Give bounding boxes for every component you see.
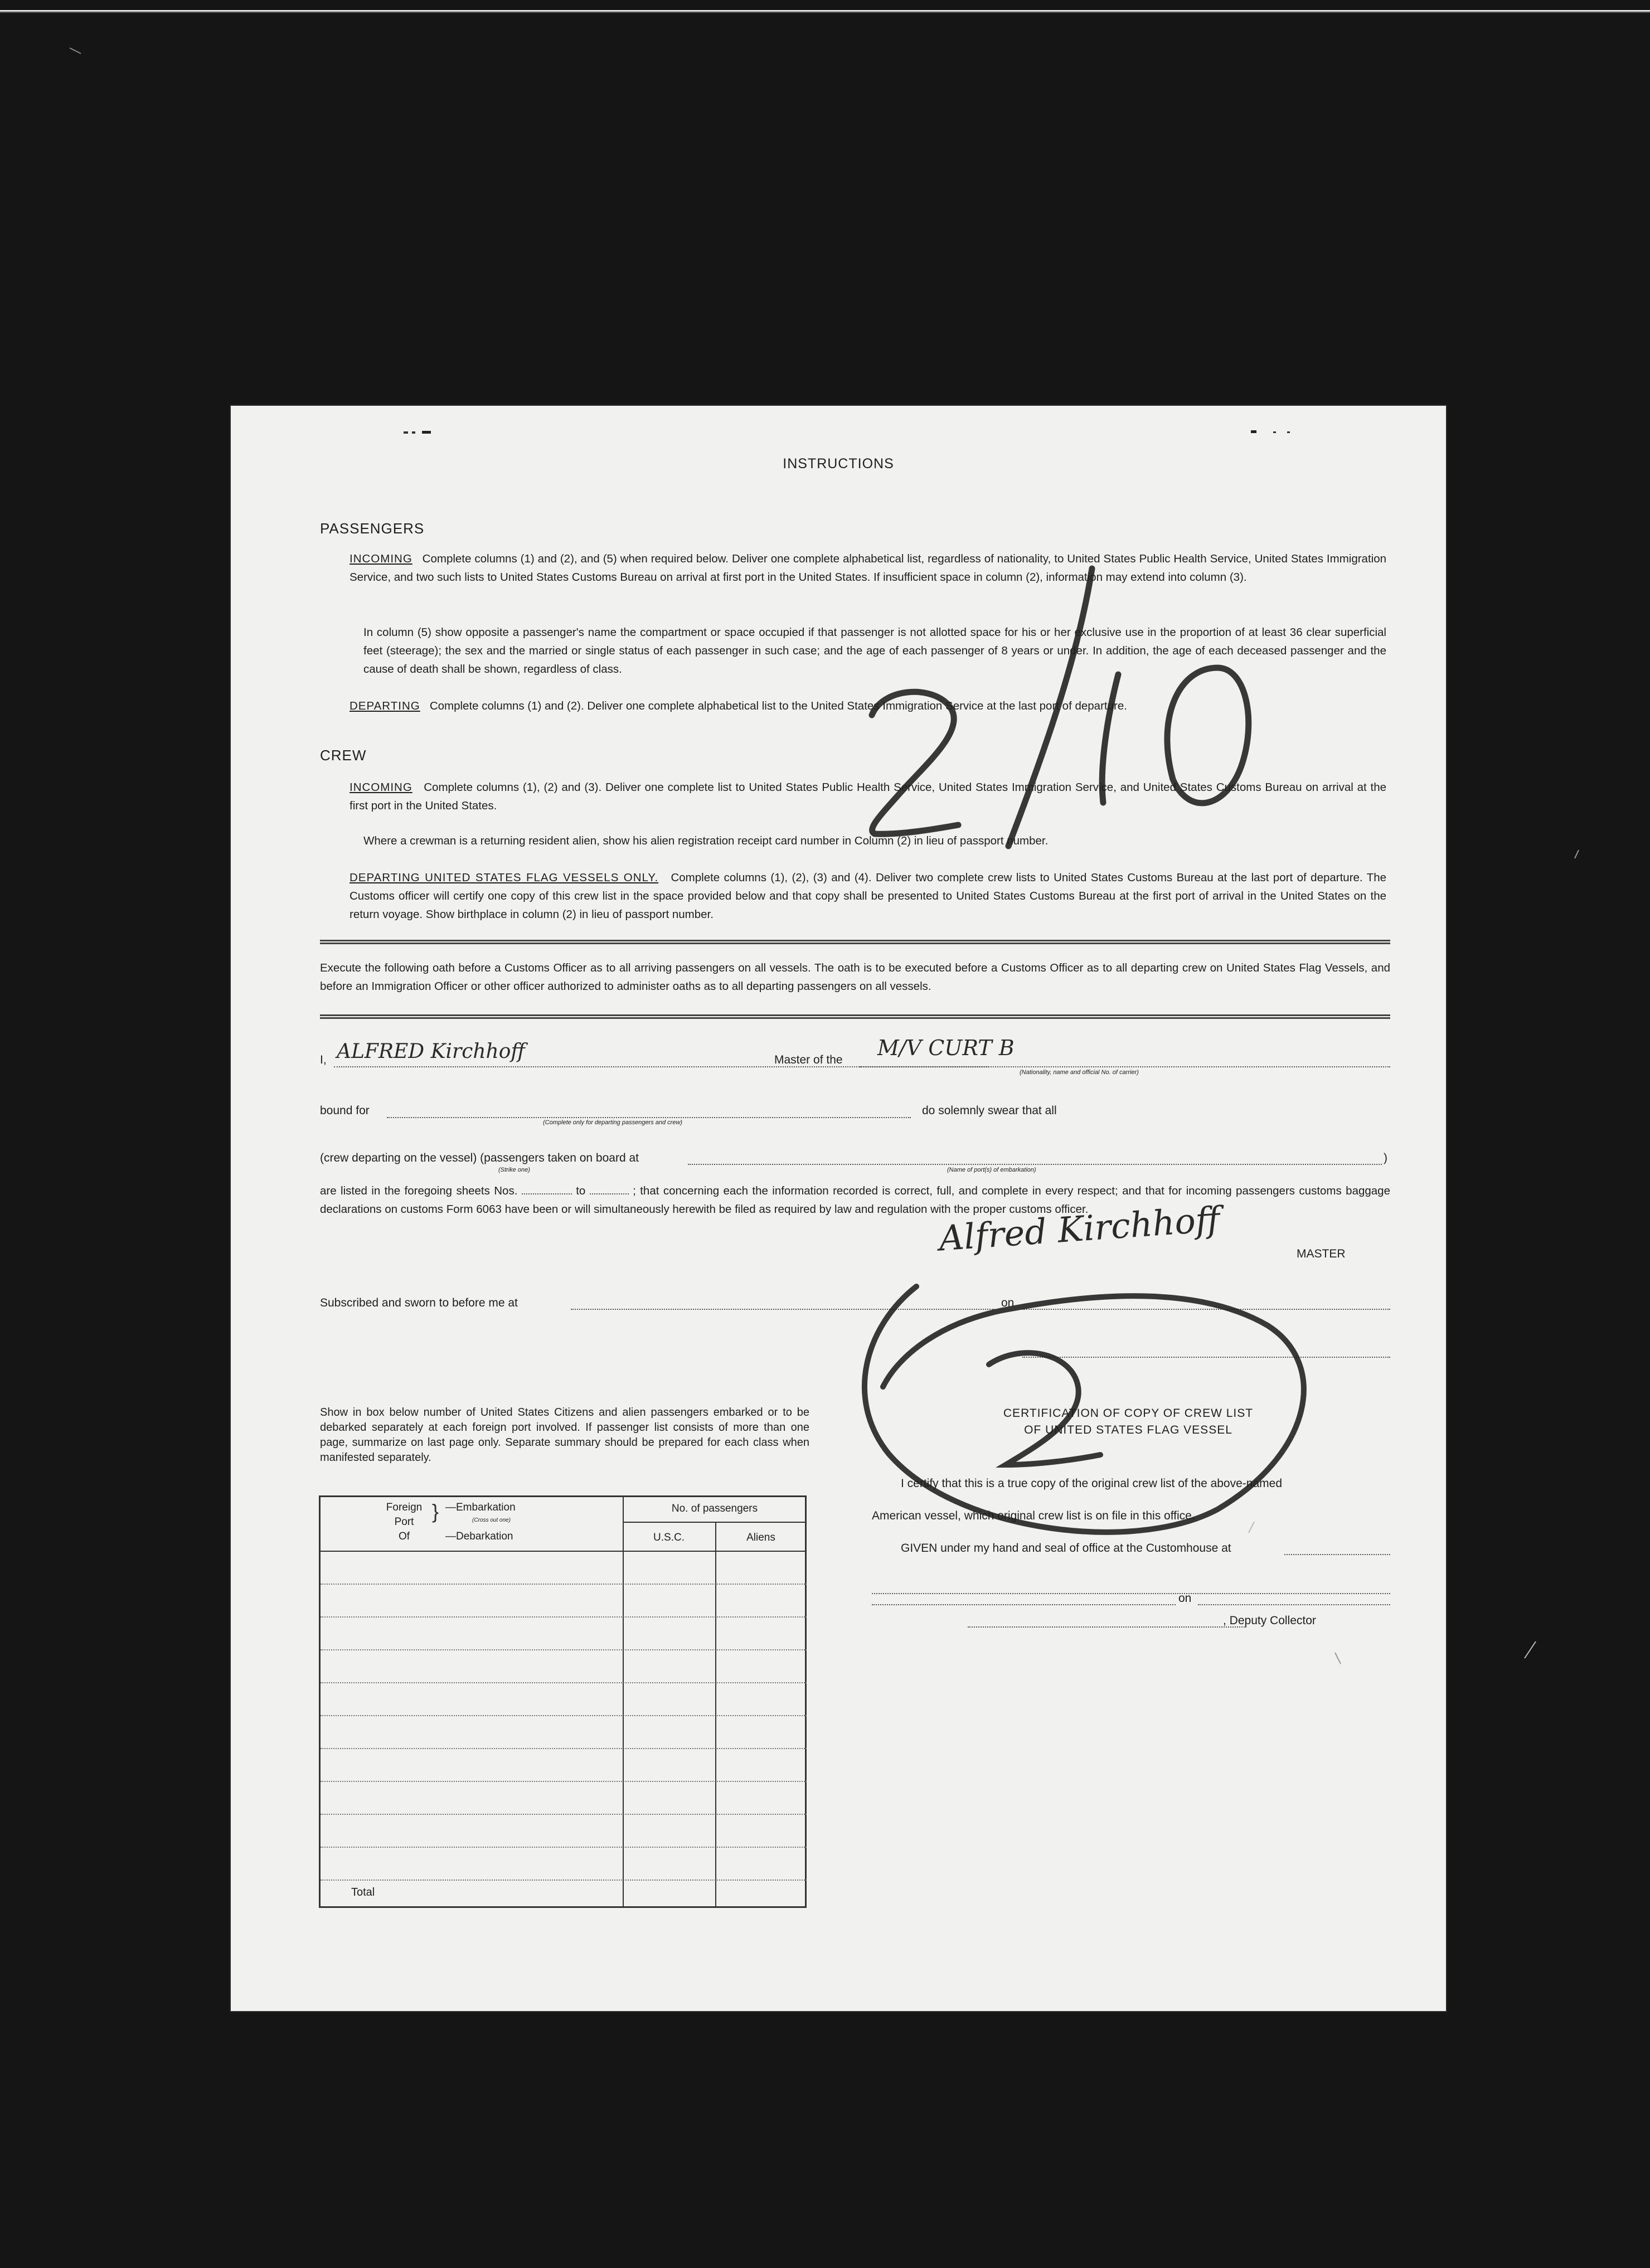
passengers-incoming-text: Complete columns (1) and (2), and (5) when required below. Deliver one complete alphabetical list, regardless of nationality, to United States Public Health Service, United States Immigration Service, and two such lists to United States Customs Bureau on arrival at first port in the United States. If insufficient space in column (2), information may extend into column (3).	[350, 552, 1387, 584]
bound-for-caption: (Complete only for departing passengers and crew)	[543, 1119, 683, 1126]
col-of: Of	[398, 1531, 410, 1542]
col-aliens: Aliens	[746, 1532, 775, 1543]
deputy-collector-label: , Deputy Collector	[1223, 1614, 1316, 1627]
debarkation-label: —Debarkation	[445, 1531, 513, 1542]
sheets-label: are listed in the foregoing sheets Nos.	[320, 1184, 518, 1197]
bound-for-label: bound for	[320, 1104, 370, 1117]
crew-incoming-text: Complete columns (1), (2) and (3). Deliver one complete list to United States Public Health Service, United States Immigration Service, and United States Customs Bureau on arrival at the first port in the United States.	[350, 781, 1386, 812]
col-usc: U.S.C.	[653, 1532, 685, 1543]
passengers-column5-paragraph: In column (5) show opposite a passenger's name the compartment or space occupied if that passenger is not allotted space for his or her exclusive use in the proportion of at least 36 clear superficial feet (steerage); the sex and the married or single status of each passenger in such case; and the age of each passenger of 8 years or under. In addition, the age of each deceased passenger and the cause of death shall be shown, regardless of class.	[363, 626, 1386, 676]
master-name-handwritten: ALFRED Kirchhoff	[337, 1040, 525, 1063]
master-of-label: Master of the	[774, 1053, 843, 1066]
crew-heading: CREW	[320, 747, 367, 764]
certification-on-label: on	[1178, 1592, 1192, 1605]
col-no-passengers: No. of passengers	[671, 1503, 758, 1514]
crew-resident-paragraph: Where a crewman is a returning resident alien, show his alien registration receipt card number in Column (2) in lieu of passport number.	[363, 834, 1049, 847]
passengers-incoming-label: INCOMING	[350, 552, 412, 565]
certify-text-1: I certify that this is a true copy of the original crew list of the above-named	[901, 1477, 1282, 1490]
oath-i-label: I,	[320, 1053, 327, 1066]
certification-title-line2: OF UNITED STATES FLAG VESSEL	[1024, 1424, 1232, 1436]
certification-title-line1: CERTIFICATION OF COPY OF CREW LIST	[1003, 1407, 1254, 1420]
summary-instructions: Show in box below number of United States Citizens and alien passengers embarked or to be debarked separately at each foreign port involved. If passenger list consists of more than one page, summarize on last page only. Separate summary should be prepared for each class when manifested separately.	[320, 1406, 809, 1464]
strike-one-caption: (Strike one)	[498, 1167, 530, 1173]
passengers-departing-label: DEPARTING	[350, 700, 420, 712]
certify-text-2: American vessel, which original crew list is on file in this office.	[872, 1509, 1195, 1522]
crew-incoming-label: INCOMING	[350, 781, 412, 794]
crew-departing-label: DEPARTING UNITED STATES FLAG VESSELS ONLY.	[350, 871, 659, 884]
col-foreign: Foreign	[386, 1502, 423, 1513]
sheets-text: ; that concerning each the information recorded is correct, full, and complete in every respect; and that for incoming passengers customs baggage declarations on customs Form 6063 have been or will simultaneously herewith be filed as required by law and regulation with the proper customs officer.	[320, 1184, 1390, 1216]
passengers-heading: PASSENGERS	[320, 520, 425, 537]
total-label: Total	[351, 1886, 375, 1898]
crew-departing-oath-label: (crew departing on the vessel) (passengers taken on board at	[320, 1152, 639, 1164]
crew-departing-text: Complete columns (1), (2), (3) and (4). Deliver two complete crew lists to United States Customs Bureau at the last port of departure. The Customs officer will certify one copy of this crew list in the space provided below and that copy shall be presented to United States Customs Bureau at the first port of arrival in the United States on the return voyage. Show birthplace in column (2) in lieu of passport number.	[350, 871, 1386, 921]
vessel-name-handwritten: M/V CURT B	[877, 1036, 1015, 1060]
master-signature: Alfred Kirchhoff	[938, 1198, 1221, 1259]
ports-caption: (Name of port(s) of embarkation)	[947, 1167, 1036, 1173]
subscribed-on-label: on	[1001, 1296, 1015, 1309]
close-paren: )	[1384, 1152, 1387, 1164]
oath-intro-paragraph: Execute the following oath before a Customs Officer as to all arriving passengers on all vessels. The oath is to be executed before a Customs Officer as to all departing crew on United States Flag Vessels, and before an Immigration Officer or other officer authorized to administer oaths as to all departing passengers on all vessels.	[320, 961, 1390, 993]
cross-out-caption: (Cross out one)	[472, 1517, 511, 1523]
instructions-title: INSTRUCTIONS	[783, 456, 894, 472]
swear-label: do solemnly swear that all	[922, 1104, 1057, 1117]
master-label: MASTER	[1297, 1247, 1346, 1260]
to-label: to	[576, 1184, 586, 1197]
passengers-departing-text: Complete columns (1) and (2). Deliver one complete alphabetical list to the United States Immigration Service at the last port of departure.	[429, 700, 1127, 712]
passenger-summary-table: Foreign Port Of } —Embarkation (Cross out one) —Debarkation No. of passengers U.S.C. Aliens Total	[319, 1495, 807, 1908]
given-text: GIVEN under my hand and seal of office at the Customhouse at	[901, 1542, 1231, 1555]
embarkation-label: —Embarkation	[445, 1502, 516, 1513]
subscribed-label: Subscribed and sworn to before me at	[320, 1296, 518, 1309]
vessel-caption: (Nationality, name and official No. of carrier)	[1020, 1069, 1139, 1076]
col-port: Port	[394, 1516, 414, 1528]
